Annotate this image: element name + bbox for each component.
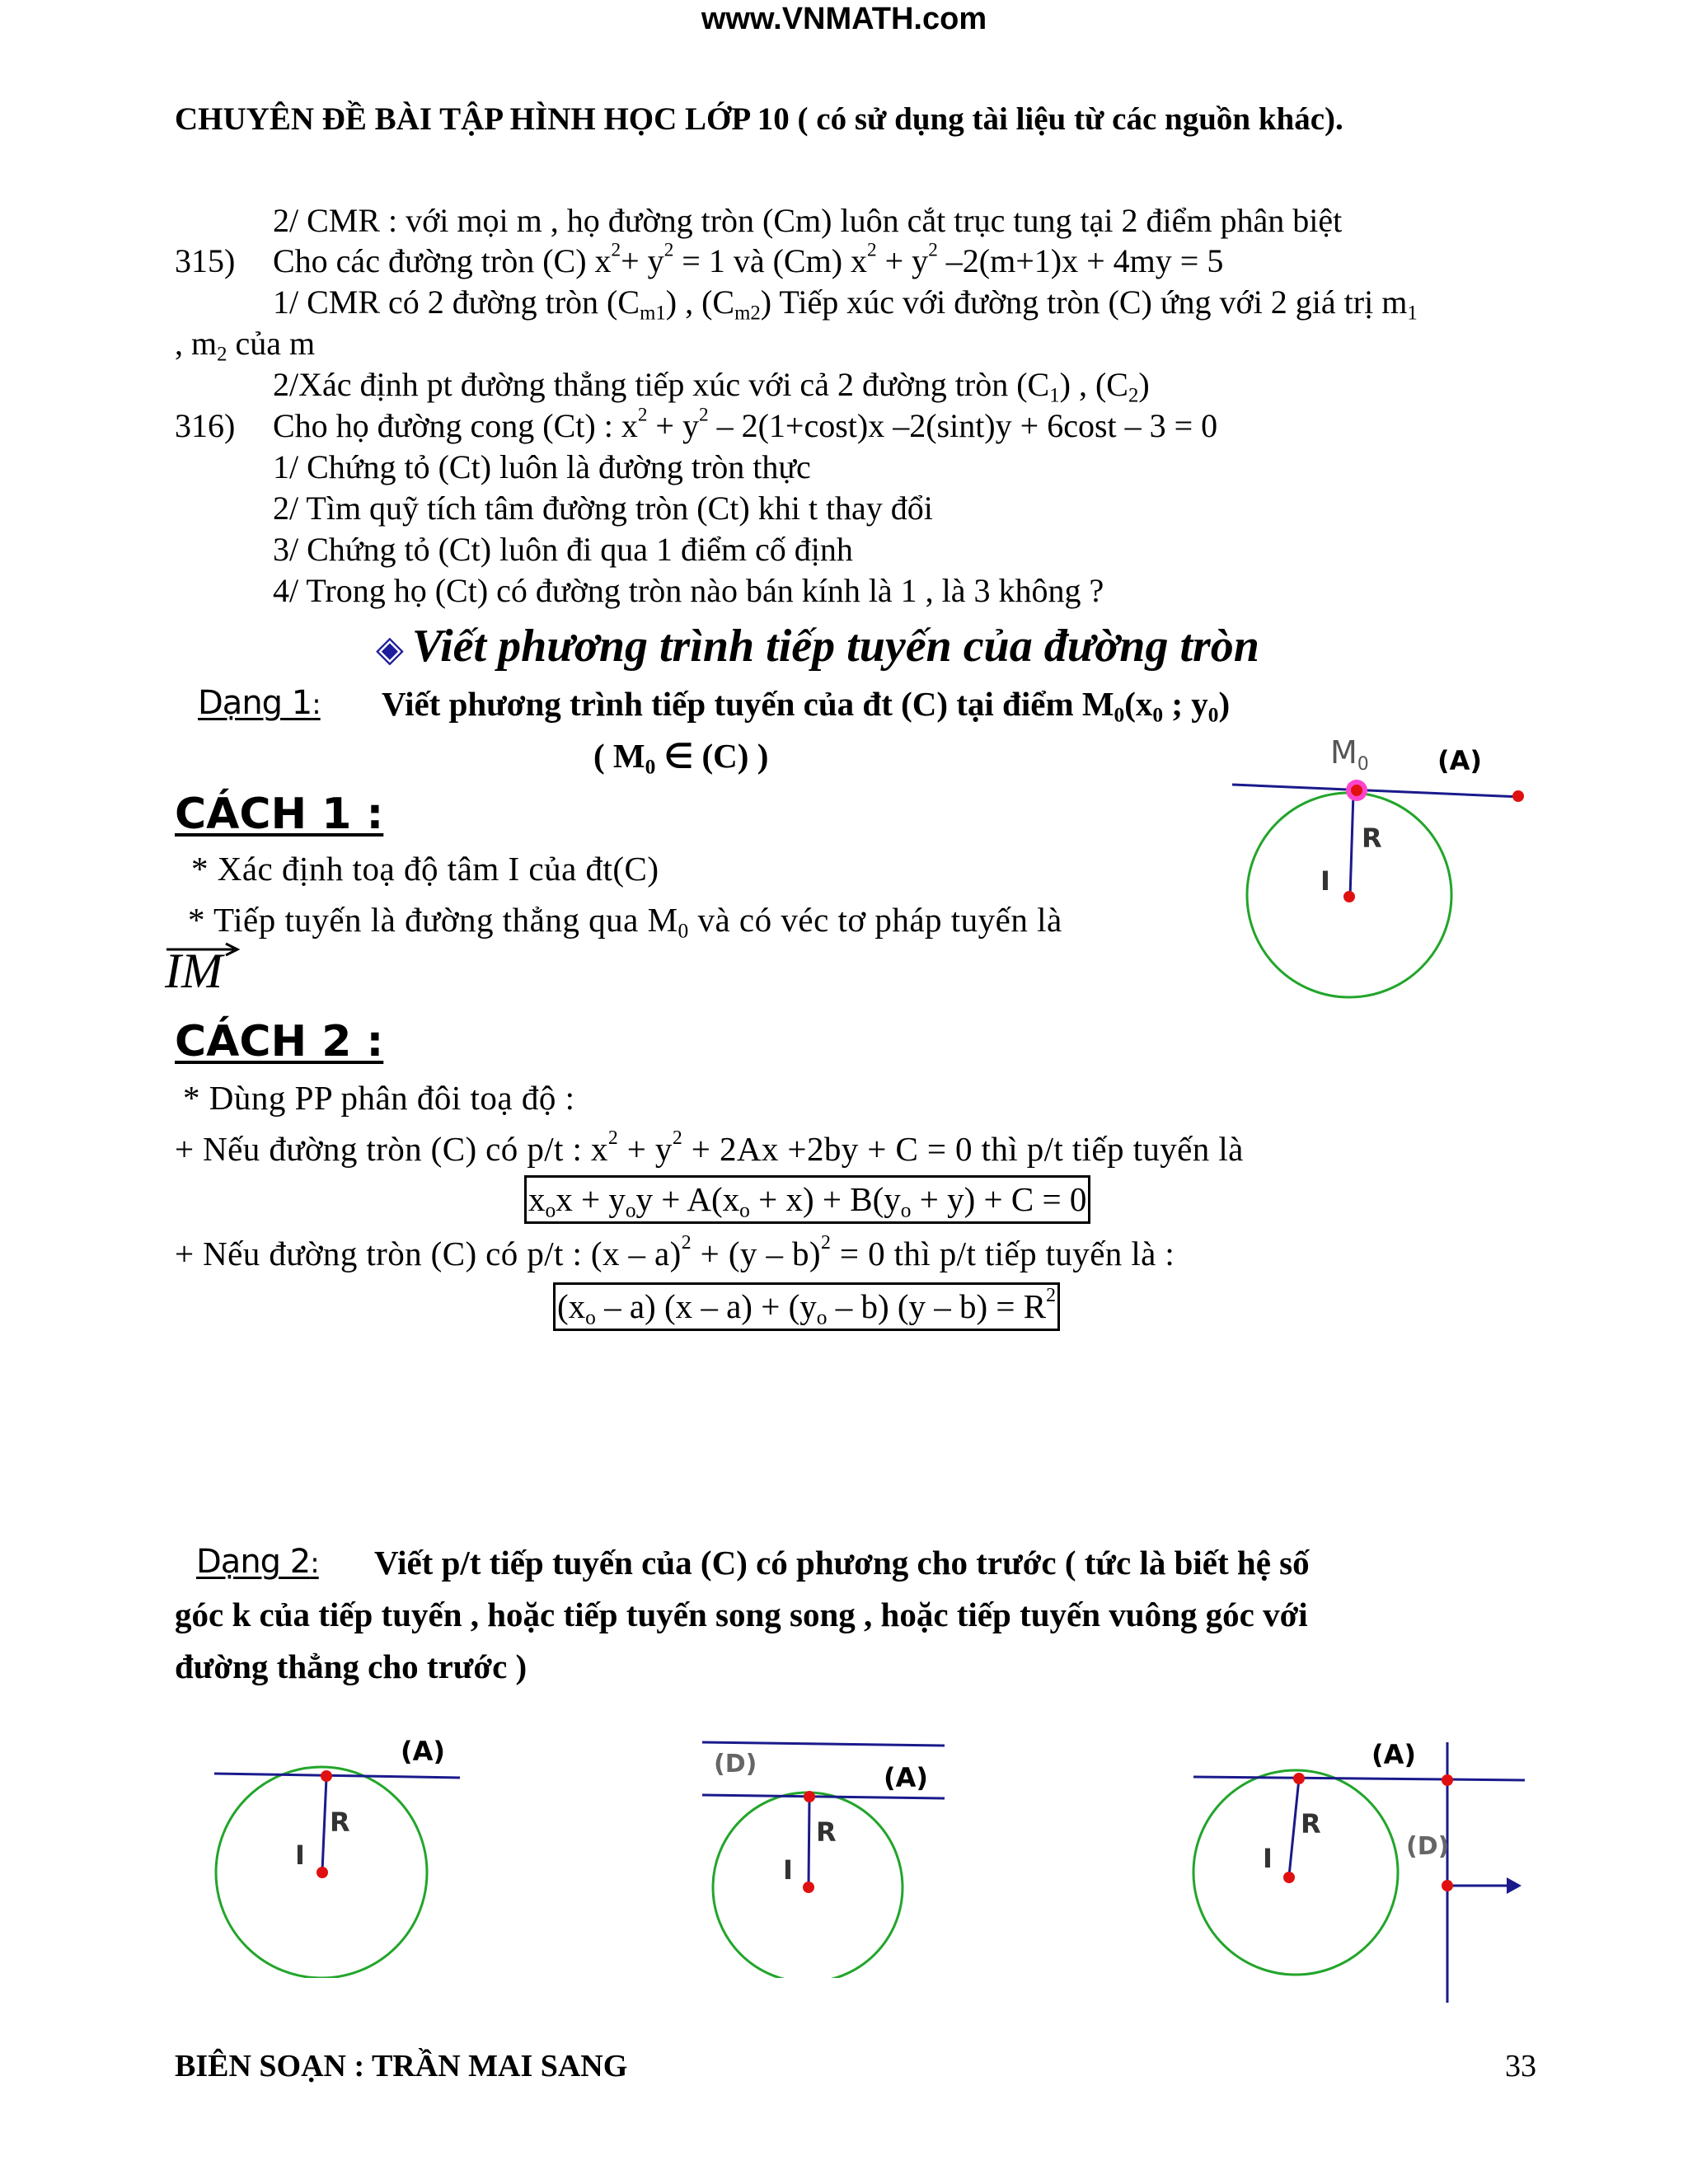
document-title: CHUYÊN ĐỀ BÀI TẬP HÌNH HỌC LỚP 10 ( có sử dụng tài liệu từ các nguồn khác). <box>175 101 1343 137</box>
cach-2-case-1: + Nếu đường tròn (C) có p/t : $x^2 + y^2 + 2Ax +2by + C = 0$ thì p/t tiếp tuyến là <box>175 1127 1244 1168</box>
point-m0 <box>1351 785 1362 796</box>
figure-tangent-perpendicular <box>1187 1731 1533 2011</box>
dang-1-label: Dạng 1: <box>198 684 321 722</box>
page-number: 33 <box>1505 2049 1536 2083</box>
tangent-formula-1: $x_ox + y_oy + A(x_o + x) + B(y_o + y) + C = 0$ <box>524 1175 1090 1224</box>
label-i: I <box>295 1840 305 1871</box>
exercise-314-part-2: 2/ CMR : với mọi m , họ đường tròn (Cm) luôn cắt trục tung tại 2 điểm phân biệt <box>273 202 1343 239</box>
exercise-316-part-3: 3/ Chứng tỏ (Ct) luôn đi qua 1 điểm cố định <box>273 531 853 568</box>
label-i: I <box>783 1854 793 1886</box>
line-d <box>702 1742 945 1746</box>
point-intersection-mid <box>1442 1880 1453 1891</box>
tangent-line-a <box>1232 785 1522 797</box>
figure-tangent-parallel <box>692 1731 973 1978</box>
label-d: (D) <box>1406 1832 1450 1861</box>
footer-author: BIÊN SOẠN : TRẦN MAI SANG <box>175 2049 628 2083</box>
radius-r <box>1350 793 1353 897</box>
point-i <box>1343 891 1355 902</box>
point-tangency <box>804 1791 815 1802</box>
exercise-316-part-2: 2/ Tìm quỹ tích tâm đường tròn (Ct) khi t thay đổi <box>273 490 933 527</box>
radius-r <box>322 1778 326 1871</box>
label-m0: $M_0$ <box>1330 734 1369 775</box>
label-a: (A) <box>1372 1739 1417 1770</box>
figure-tangent-given-slope <box>206 1731 486 1978</box>
dang-1-condition: ( $M_0$ ∈ (C) ) <box>593 737 769 779</box>
label-i: I <box>1320 865 1330 897</box>
cach-1-heading: CÁCH 1 : <box>175 790 384 839</box>
radius-r <box>1289 1779 1299 1876</box>
label-r: R <box>330 1807 350 1838</box>
exercise-315-part-1: 1/ CMR có 2 đường tròn $(C_{m1})$ , $(C_{m2})$ Tiếp xúc với đường tròn (C) ứng với 2 giá trị $m_1$ <box>273 284 1418 325</box>
point-i <box>1283 1872 1295 1883</box>
dang-2-label: Dạng 2: <box>196 1543 319 1581</box>
point-intersection-top <box>1442 1774 1453 1786</box>
dang-2-line-2: góc k của tiếp tuyến , hoặc tiếp tuyến song song , hoặc tiếp tuyến vuông góc với <box>175 1596 1308 1633</box>
cach-1-step-1: * Xác định toạ độ tâm I của đt(C) <box>191 850 659 888</box>
label-r: R <box>1362 823 1382 854</box>
exercise-316-statement: Cho họ đường cong (Ct) : $x^2 + y^2 - 2(1+\cos t)x$ –2(sint)y + 6cost – 3 = 0 <box>273 404 1218 444</box>
exercise-316-part-4: 4/ Trong họ (Ct) có đường tròn nào bán kính là 1 , là 3 không ? <box>273 572 1104 609</box>
label-a: (A) <box>1437 745 1483 776</box>
cach-2-case-2: + Nếu đường tròn (C) có p/t : (x – a)$^2$ + (y – b)$^2$ = 0 thì p/t tiếp tuyến là : <box>175 1231 1175 1272</box>
dang-2-line-3: đường thẳng cho trước ) <box>175 1647 528 1685</box>
exercise-315-number: 315) <box>175 242 236 279</box>
point-end <box>1512 790 1524 802</box>
arrow-head-icon <box>1507 1877 1522 1894</box>
cach-2-heading: CÁCH 2 : <box>175 1017 384 1066</box>
label-r: R <box>816 1816 837 1848</box>
vector-im: IM <box>165 943 223 1000</box>
diamond-bullet-icon: ◈ <box>376 628 404 670</box>
site-header: www.VNMATH.com <box>701 2 987 36</box>
figure-tangent-at-point <box>1220 725 1550 1022</box>
point-tangency <box>1293 1773 1305 1784</box>
exercise-315-part-1-cont: , $m_2$ của m <box>175 325 316 366</box>
exercise-315-part-2: 2/Xác định pt đường thẳng tiếp xúc với cả 2 đường tròn $(C_1)$ , $(C_2)$ <box>273 366 1150 407</box>
cach-1-step-2: * Tiếp tuyến là đường thẳng qua $M_0$ và có véc tơ pháp tuyến là <box>188 901 1062 943</box>
exercise-315-statement: Cho các đường tròn (C) $x^2+ y^2 = 1$ và (Cm) $x^2 + y^2$ –2(m+1)x + 4my = 5 <box>273 239 1224 279</box>
dang-2-line-1: Viết p/t tiếp tuyến của (C) có phương cho trước ( tức là biết hệ số <box>374 1544 1310 1582</box>
label-d: (D) <box>714 1750 757 1779</box>
cach-2-step-1: * Dùng PP phân đôi toạ độ : <box>183 1079 575 1117</box>
tangent-line-a <box>214 1774 460 1778</box>
tangent-line-a <box>702 1795 945 1798</box>
point-i <box>803 1882 814 1893</box>
label-r: R <box>1301 1808 1321 1840</box>
section-heading: ◈ Viết phương trình tiếp tuyến của đường tròn <box>376 621 1259 672</box>
label-i: I <box>1263 1843 1273 1874</box>
exercise-316-number: 316) <box>175 407 236 444</box>
tangent-line-a <box>1193 1777 1525 1780</box>
vector-arrow-icon <box>165 941 241 958</box>
dang-1-title: Viết phương trình tiếp tuyến của đt (C) tại điểm $M_0(x_0$ ; $y_0$) <box>382 685 1231 727</box>
tangent-formula-2: $(x_o - a)$ $(x - a) + (y_o - b)$ $(y - b) = R^2$ <box>553 1282 1060 1331</box>
label-a: (A) <box>884 1762 929 1793</box>
point-tangency <box>321 1770 332 1782</box>
exercise-316-part-1: 1/ Chứng tỏ (Ct) luôn là đường tròn thực <box>273 448 811 485</box>
label-a: (A) <box>401 1736 446 1767</box>
point-i <box>316 1867 328 1878</box>
